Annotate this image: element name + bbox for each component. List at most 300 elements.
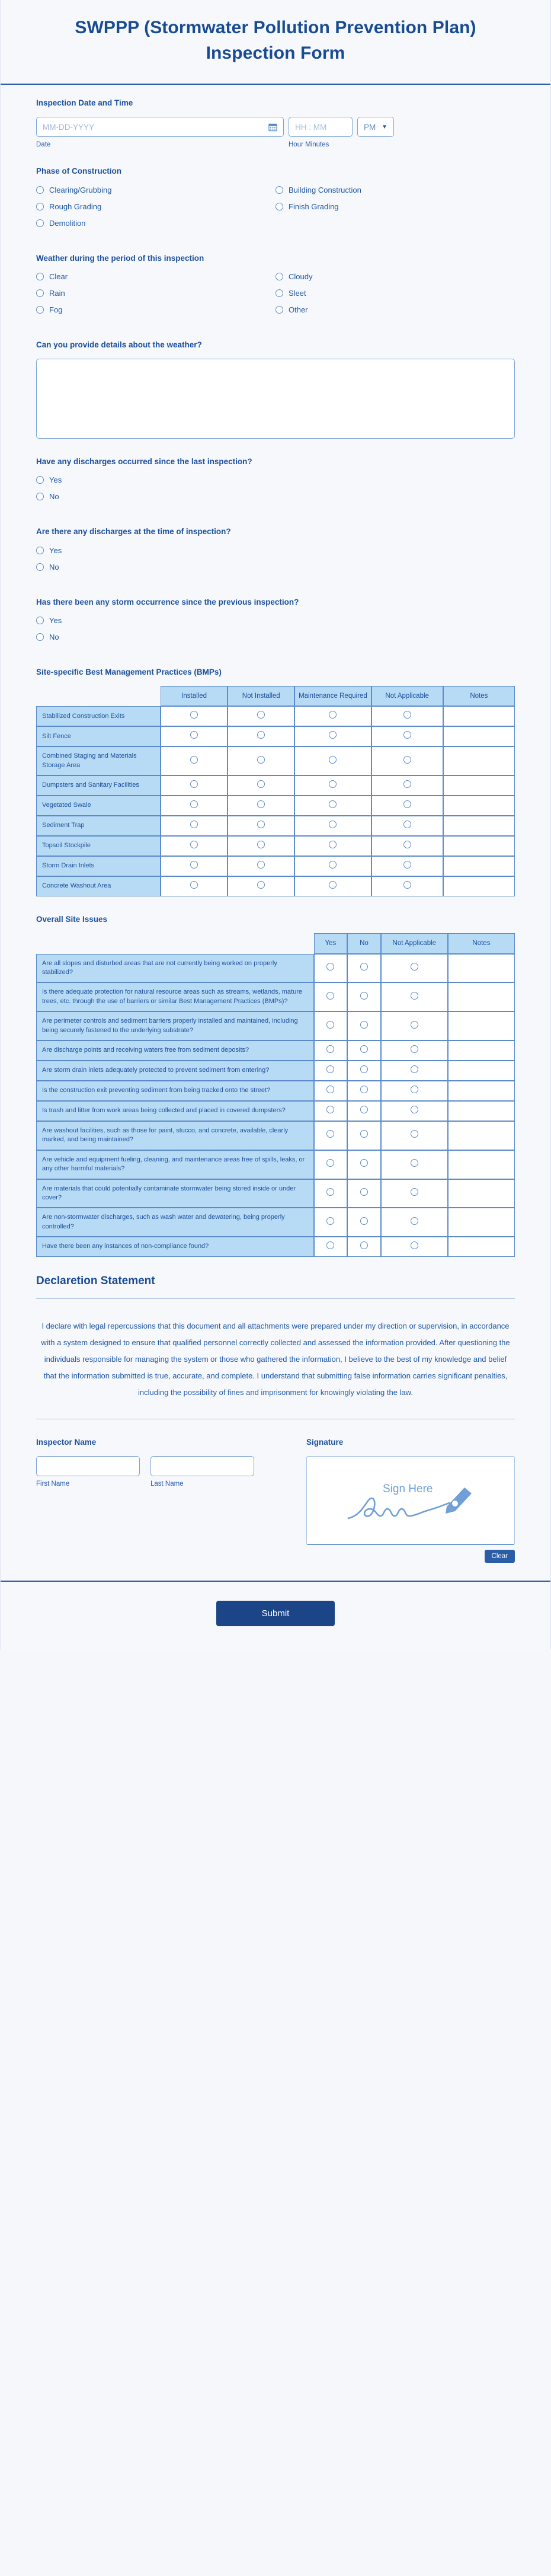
site-issue-radio-cell[interactable] [314, 1040, 348, 1061]
radio-icon[interactable] [190, 800, 198, 808]
last-name-sublabel: Last Name [150, 1480, 184, 1488]
bmp-radio-cell[interactable] [228, 856, 294, 876]
site-issue-radio-cell[interactable] [347, 1121, 381, 1150]
site-issue-notes-cell[interactable] [448, 1179, 515, 1208]
radio-icon[interactable] [276, 289, 283, 297]
time-input-placeholder: HH : MM [295, 122, 327, 132]
weather-option-label: Sleet [289, 288, 306, 298]
ampm-select[interactable] [357, 117, 394, 137]
inspector-name-block [36, 1437, 273, 1563]
radio-icon[interactable] [326, 1241, 334, 1249]
radio-icon[interactable] [190, 841, 198, 848]
bmp-notes-cell[interactable] [443, 816, 515, 836]
radio-icon[interactable] [360, 992, 368, 1000]
ampm-selected-value: PM [364, 122, 376, 132]
last-name-input[interactable] [150, 1456, 254, 1476]
weather-option-clear[interactable] [36, 272, 276, 281]
phase-option-finish-grading[interactable] [276, 202, 515, 211]
weather-option-cloudy[interactable] [276, 272, 515, 281]
site-issue-row-label: Is there adequate protection for natural resource areas such as streams, wetlands, mature trees, etc. through the use of barriers or similar Best Management Practices (BMPs)? [36, 982, 314, 1011]
option-yes[interactable] [36, 546, 515, 555]
bmp-radio-cell[interactable] [294, 746, 371, 775]
radio-icon[interactable] [403, 800, 411, 808]
site-issue-row-label: Are washout facilities, such as those for paint, stucco, and concrete, available, clearly marked, and being maintained? [36, 1121, 314, 1150]
radio-icon[interactable] [257, 800, 265, 808]
bmp-corner-cell [36, 686, 161, 706]
radio-icon[interactable] [36, 547, 44, 554]
radio-icon[interactable] [257, 780, 265, 788]
radio-icon[interactable] [360, 1021, 368, 1029]
site-issue-radio-cell[interactable] [347, 1208, 381, 1237]
bmp-radio-cell[interactable] [371, 706, 443, 726]
bmp-radio-cell[interactable] [228, 746, 294, 775]
phase-option-demolition[interactable] [36, 219, 276, 228]
site-issue-row-label: Is the construction exit preventing sediment from being tracked onto the street? [36, 1081, 314, 1101]
weather-option-fog[interactable] [36, 305, 276, 314]
radio-icon[interactable] [276, 186, 283, 194]
radio-icon[interactable] [403, 711, 411, 719]
radio-icon[interactable] [411, 1217, 418, 1225]
table-row [36, 775, 515, 796]
radio-icon[interactable] [360, 1159, 368, 1167]
phase-option-label: Rough Grading [49, 202, 102, 211]
declaration-section [36, 1275, 515, 1419]
phase-option-clearing-grubbing[interactable] [36, 186, 276, 194]
weather-option-label: Fog [49, 305, 63, 314]
radio-icon[interactable] [190, 780, 198, 788]
weather-details-section [36, 340, 515, 439]
bmp-radio-cell[interactable] [228, 796, 294, 816]
bmp-col-notes: Notes [443, 686, 515, 706]
site-issue-notes-cell[interactable] [448, 1121, 515, 1150]
calendar-icon[interactable] [268, 123, 277, 132]
page-title: SWPPP (Stormwater Pollution Prevention Plan) Inspection Form [75, 18, 476, 63]
radio-icon[interactable] [257, 731, 265, 739]
radio-icon[interactable] [360, 963, 368, 971]
radio-icon[interactable] [403, 821, 411, 828]
bmp-radio-cell[interactable] [294, 726, 371, 746]
bmp-col-maintenance-required: Maintenance Required [294, 686, 371, 706]
radio-icon[interactable] [276, 306, 283, 314]
table-row [36, 1061, 515, 1081]
site-issue-radio-cell[interactable] [381, 1179, 448, 1208]
site-issue-notes-cell[interactable] [448, 1011, 515, 1040]
site-issue-notes-cell[interactable] [448, 1208, 515, 1237]
bmp-radio-cell[interactable] [294, 816, 371, 836]
weather-options [36, 272, 515, 322]
inspector-name-label: Inspector Name [36, 1437, 97, 1447]
radio-icon[interactable] [190, 711, 198, 719]
radio-icon[interactable] [329, 731, 337, 739]
site-issue-notes-cell[interactable] [448, 982, 515, 1011]
radio-icon[interactable] [36, 273, 44, 280]
radio-icon[interactable] [360, 1065, 368, 1073]
site-issue-notes-cell[interactable] [448, 1040, 515, 1061]
weather-option-sleet[interactable] [276, 289, 515, 298]
bmp-table-head [36, 686, 515, 706]
weather-option-label: Other [289, 305, 308, 314]
site-issue-radio-cell[interactable] [381, 1061, 448, 1081]
radio-icon[interactable] [329, 800, 337, 808]
bmp-row-label: Topsoil Stockpile [36, 836, 161, 856]
table-row [36, 856, 515, 876]
option-no[interactable] [36, 563, 515, 572]
site-issue-notes-cell[interactable] [448, 1061, 515, 1081]
radio-icon[interactable] [326, 1106, 334, 1113]
bmp-notes-cell[interactable] [443, 856, 515, 876]
phase-option-rough-grading[interactable] [36, 202, 276, 211]
declaration-text: I declare with legal repercussions that this document and all attachments were prepared under my direction or supervision, in accordance with a system designed to ensure that qualified personnel correctly collected and assessed the information provided. After questioning the individuals responsible for managing the system or those who gathered the information, I believe to the best of my knowledge and belief that the information submitted is true, accurate, and complete. I understand that submitting false information carries significant penalties, including the possibility of fines and imprisonment for knowingly violating the law. [41, 1321, 510, 1397]
radio-icon[interactable] [36, 306, 44, 314]
bmp-radio-cell[interactable] [228, 816, 294, 836]
bmp-row-label: Vegetated Swale [36, 796, 161, 816]
submit-button[interactable]: Submit [216, 1601, 335, 1626]
bmp-row-label: Sediment Trap [36, 816, 161, 836]
bmp-notes-cell[interactable] [443, 746, 515, 775]
radio-icon[interactable] [190, 881, 198, 889]
bmp-header-row [36, 686, 515, 706]
storm-occurrence-section [36, 597, 515, 649]
date-input-placeholder: MM-DD-YYYY [43, 122, 94, 132]
table-row [36, 706, 515, 726]
bmp-radio-cell[interactable] [161, 816, 228, 836]
svg-text:Sign Here: Sign Here [383, 1482, 433, 1495]
table-row [36, 836, 515, 856]
site-issue-notes-cell[interactable] [448, 1101, 515, 1121]
phase-option-label: Finish Grading [289, 202, 339, 211]
radio-icon[interactable] [329, 861, 337, 869]
table-row [36, 1040, 515, 1061]
inspector-name-inputs [36, 1456, 273, 1476]
signature-label: Signature [306, 1437, 344, 1447]
site-issue-row-label: Is trash and litter from work areas being collected and placed in covered dumpsters? [36, 1101, 314, 1121]
site-issue-radio-cell[interactable] [314, 1121, 348, 1150]
bmp-row-label: Storm Drain Inlets [36, 856, 161, 876]
weather-option-label: Clear [49, 272, 68, 281]
radio-icon[interactable] [36, 219, 44, 227]
site-issues-corner-cell [36, 933, 314, 953]
radio-icon[interactable] [326, 1065, 334, 1073]
first-name-input[interactable] [36, 1456, 140, 1476]
table-row [36, 982, 515, 1011]
site-issue-notes-cell[interactable] [448, 954, 515, 983]
option-label: Yes [49, 475, 62, 485]
radio-icon[interactable] [329, 711, 337, 719]
date-sublabel: Date [36, 141, 51, 149]
signature-pad[interactable] [306, 1456, 515, 1545]
discharges-since-last-inspection-section [36, 457, 515, 509]
radio-icon[interactable] [257, 821, 265, 828]
site-issue-radio-cell[interactable] [314, 1011, 348, 1040]
table-row [36, 746, 515, 775]
site-issue-radio-cell[interactable] [347, 982, 381, 1011]
phase-option-building-construction[interactable] [276, 186, 515, 194]
radio-icon[interactable] [326, 1021, 334, 1029]
site-issue-radio-cell[interactable] [381, 1040, 448, 1061]
site-issue-radio-cell[interactable] [314, 1208, 348, 1237]
site-issues-col-notes: Notes [448, 933, 515, 953]
bmp-table-label: Site-specific Best Management Practices (BMPs) [36, 667, 222, 676]
radio-icon[interactable] [190, 731, 198, 739]
bmp-radio-cell[interactable] [228, 836, 294, 856]
radio-icon[interactable] [403, 780, 411, 788]
bmp-radio-cell[interactable] [228, 706, 294, 726]
radio-icon[interactable] [36, 476, 44, 484]
radio-icon[interactable] [329, 821, 337, 828]
radio-icon[interactable] [411, 992, 418, 1000]
site-issues-table-label: Overall Site Issues [36, 915, 108, 924]
bmp-notes-cell[interactable] [443, 706, 515, 726]
radio-icon[interactable] [360, 1188, 368, 1196]
bmp-notes-cell[interactable] [443, 876, 515, 896]
table-row [36, 1150, 515, 1179]
radio-icon[interactable] [411, 1130, 418, 1138]
option-yes[interactable] [36, 475, 515, 484]
table-row [36, 816, 515, 836]
site-issue-radio-cell[interactable] [347, 1101, 381, 1121]
declaration-heading: Declaretion Statement [36, 1275, 155, 1288]
site-issue-radio-cell[interactable] [347, 1179, 381, 1208]
bmp-radio-cell[interactable] [228, 876, 294, 896]
weather-option-label: Rain [49, 288, 65, 298]
site-issue-radio-cell[interactable] [347, 954, 381, 983]
option-no[interactable] [36, 492, 515, 501]
table-row [36, 796, 515, 816]
bmp-radio-cell[interactable] [161, 746, 228, 775]
radio-icon[interactable] [403, 841, 411, 848]
radio-icon[interactable] [411, 1241, 418, 1249]
radio-icon[interactable] [329, 881, 337, 889]
inspector-signature-section [36, 1437, 515, 1563]
site-issue-row-label: Are storm drain inlets adequately protected to prevent sediment from entering? [36, 1061, 314, 1081]
bmp-radio-cell[interactable] [228, 726, 294, 746]
radio-icon[interactable] [411, 1086, 418, 1093]
site-issues-col-yes: Yes [314, 933, 348, 953]
bmp-radio-cell[interactable] [161, 856, 228, 876]
bmp-section [36, 667, 515, 896]
radio-icon[interactable] [329, 780, 337, 788]
radio-icon[interactable] [276, 273, 283, 280]
radio-icon[interactable] [403, 756, 411, 764]
bmp-radio-cell[interactable] [228, 775, 294, 796]
radio-icon[interactable] [360, 1086, 368, 1093]
radio-icon[interactable] [411, 1021, 418, 1029]
radio-icon[interactable] [403, 861, 411, 869]
bmp-radio-cell[interactable] [371, 856, 443, 876]
option-label: Yes [49, 545, 62, 555]
bmp-notes-cell[interactable] [443, 726, 515, 746]
site-issue-row-label: Are perimeter controls and sediment barriers properly installed and maintained, including being securely fastened to the underlying substrate? [36, 1011, 314, 1040]
site-issue-radio-cell[interactable] [347, 1040, 381, 1061]
bmp-radio-cell[interactable] [294, 836, 371, 856]
option-label: Yes [49, 615, 62, 625]
radio-icon[interactable] [276, 203, 283, 210]
radio-icon[interactable] [411, 963, 418, 971]
radio-icon[interactable] [36, 203, 44, 210]
radio-icon[interactable] [411, 1159, 418, 1167]
radio-icon[interactable] [329, 841, 337, 848]
site-issue-radio-cell[interactable] [314, 1101, 348, 1121]
site-issue-radio-cell[interactable] [314, 1061, 348, 1081]
radio-icon[interactable] [360, 1241, 368, 1249]
bmp-notes-cell[interactable] [443, 775, 515, 796]
bmp-radio-cell[interactable] [161, 836, 228, 856]
weather-option-other[interactable] [276, 305, 515, 314]
table-row [36, 726, 515, 746]
weather-label: Weather during the period of this inspection [36, 253, 204, 263]
bmp-notes-cell[interactable] [443, 796, 515, 816]
site-issues-table [36, 933, 515, 1257]
bmp-radio-cell[interactable] [294, 876, 371, 896]
site-issue-radio-cell[interactable] [381, 1121, 448, 1150]
radio-icon[interactable] [360, 1217, 368, 1225]
table-row [36, 1208, 515, 1237]
radio-icon[interactable] [403, 881, 411, 889]
option-yes[interactable] [36, 616, 515, 625]
bmp-radio-cell[interactable] [371, 816, 443, 836]
site-issue-radio-cell[interactable] [381, 1208, 448, 1237]
clear-signature-button[interactable]: Clear [485, 1550, 515, 1563]
form-header [1, 0, 550, 85]
radio-icon[interactable] [411, 1106, 418, 1113]
radio-icon[interactable] [257, 841, 265, 848]
site-issue-radio-cell[interactable] [381, 1011, 448, 1040]
site-issue-radio-cell[interactable] [347, 1061, 381, 1081]
site-issue-radio-cell[interactable] [314, 954, 348, 983]
site-issue-radio-cell[interactable] [381, 982, 448, 1011]
site-issue-row-label: Are discharge points and receiving waters free from sediment deposits? [36, 1040, 314, 1061]
radio-icon[interactable] [329, 756, 337, 764]
radio-icon[interactable] [326, 963, 334, 971]
radio-icon[interactable] [411, 1188, 418, 1196]
radio-icon[interactable] [326, 1159, 334, 1167]
site-issue-radio-cell[interactable] [381, 1101, 448, 1121]
table-row [36, 1011, 515, 1040]
site-issue-radio-cell[interactable] [347, 1150, 381, 1179]
radio-icon[interactable] [360, 1130, 368, 1138]
bmp-radio-cell[interactable] [371, 775, 443, 796]
radio-icon[interactable] [36, 186, 44, 194]
radio-icon[interactable] [257, 881, 265, 889]
site-issue-notes-cell[interactable] [448, 1150, 515, 1179]
site-issue-radio-cell[interactable] [314, 1179, 348, 1208]
radio-icon[interactable] [36, 617, 44, 624]
site-issue-radio-cell[interactable] [381, 1081, 448, 1101]
inspection-datetime-section [36, 98, 515, 148]
bmp-row-label: Combined Staging and Materials Storage Area [36, 746, 161, 775]
phase-option-label: Demolition [49, 218, 86, 228]
phase-option-label: Building Construction [289, 185, 361, 194]
bmp-notes-cell[interactable] [443, 836, 515, 856]
site-issue-radio-cell[interactable] [347, 1081, 381, 1101]
bmp-radio-cell[interactable] [161, 796, 228, 816]
bmp-radio-cell[interactable] [161, 706, 228, 726]
radio-icon[interactable] [326, 1086, 334, 1093]
radio-icon[interactable] [326, 1045, 334, 1053]
option-label: No [49, 492, 59, 502]
site-issue-radio-cell[interactable] [314, 1150, 348, 1179]
bmp-radio-cell[interactable] [371, 746, 443, 775]
radio-icon[interactable] [36, 493, 44, 500]
table-row [36, 1101, 515, 1121]
bmp-radio-cell[interactable] [294, 775, 371, 796]
weather-option-rain[interactable] [36, 289, 276, 298]
bmp-radio-cell[interactable] [161, 775, 228, 796]
radio-icon[interactable] [190, 756, 198, 764]
inspector-name-sublabels [36, 1476, 273, 1487]
bmp-radio-cell[interactable] [371, 726, 443, 746]
site-issue-row-label: Are vehicle and equipment fueling, cleaning, and maintenance areas free of spills, leaks, or any other harmful materials? [36, 1150, 314, 1179]
bmp-radio-cell[interactable] [161, 876, 228, 896]
site-issue-row-label: Are materials that could potentially contaminate stormwater being stored inside or under cover? [36, 1179, 314, 1208]
radio-icon[interactable] [326, 992, 334, 1000]
radio-icon[interactable] [257, 756, 265, 764]
radio-icon[interactable] [36, 563, 44, 571]
bmp-radio-cell[interactable] [371, 836, 443, 856]
radio-icon[interactable] [257, 711, 265, 719]
radio-icon[interactable] [36, 633, 44, 641]
radio-icon[interactable] [411, 1065, 418, 1073]
site-issue-radio-cell[interactable] [381, 1237, 448, 1257]
site-issue-radio-cell[interactable] [347, 1011, 381, 1040]
question-options [36, 475, 515, 509]
radio-icon[interactable] [360, 1106, 368, 1113]
question-label: Have any discharges occurred since the last inspection? [36, 457, 252, 467]
radio-icon[interactable] [326, 1188, 334, 1196]
bmp-radio-cell[interactable] [294, 706, 371, 726]
date-input[interactable] [36, 117, 284, 137]
site-issue-radio-cell[interactable] [347, 1237, 381, 1257]
radio-icon[interactable] [326, 1217, 334, 1225]
bmp-radio-cell[interactable] [371, 796, 443, 816]
site-issue-radio-cell[interactable] [314, 1237, 348, 1257]
time-input[interactable] [289, 117, 353, 137]
site-issue-radio-cell[interactable] [381, 1150, 448, 1179]
site-issue-row-label: Have there been any instances of non-compliance found? [36, 1237, 314, 1257]
question-label: Has there been any storm occurrence since the previous inspection? [36, 597, 299, 607]
radio-icon[interactable] [360, 1045, 368, 1053]
first-name-sublabel: First Name [36, 1480, 70, 1488]
radio-icon[interactable] [36, 289, 44, 297]
bmp-radio-cell[interactable] [371, 876, 443, 896]
option-label: No [49, 562, 59, 572]
option-no[interactable] [36, 633, 515, 641]
bmp-row-label: Dumpsters and Sanitary Facilities [36, 775, 161, 796]
phase-of-construction-section [36, 166, 515, 235]
bmp-radio-cell[interactable] [294, 796, 371, 816]
bmp-radio-cell[interactable] [161, 726, 228, 746]
weather-details-textarea[interactable] [36, 359, 515, 439]
weather-option-label: Cloudy [289, 272, 313, 281]
time-sublabel: Hour Minutes [289, 141, 329, 149]
bmp-col-installed: Installed [161, 686, 228, 706]
table-row [36, 876, 515, 896]
site-issue-notes-cell[interactable] [448, 1081, 515, 1101]
site-issue-radio-cell[interactable] [314, 1081, 348, 1101]
bmp-row-label: Silt Fence [36, 726, 161, 746]
radio-icon[interactable] [403, 731, 411, 739]
site-issue-radio-cell[interactable] [381, 954, 448, 983]
radio-icon[interactable] [257, 861, 265, 869]
radio-icon[interactable] [326, 1130, 334, 1138]
radio-icon[interactable] [190, 821, 198, 828]
phase-option-label: Clearing/Grubbing [49, 185, 112, 194]
site-issue-notes-cell[interactable] [448, 1237, 515, 1257]
bmp-radio-cell[interactable] [294, 856, 371, 876]
radio-icon[interactable] [411, 1045, 418, 1053]
site-issue-radio-cell[interactable] [314, 982, 348, 1011]
radio-icon[interactable] [190, 861, 198, 869]
